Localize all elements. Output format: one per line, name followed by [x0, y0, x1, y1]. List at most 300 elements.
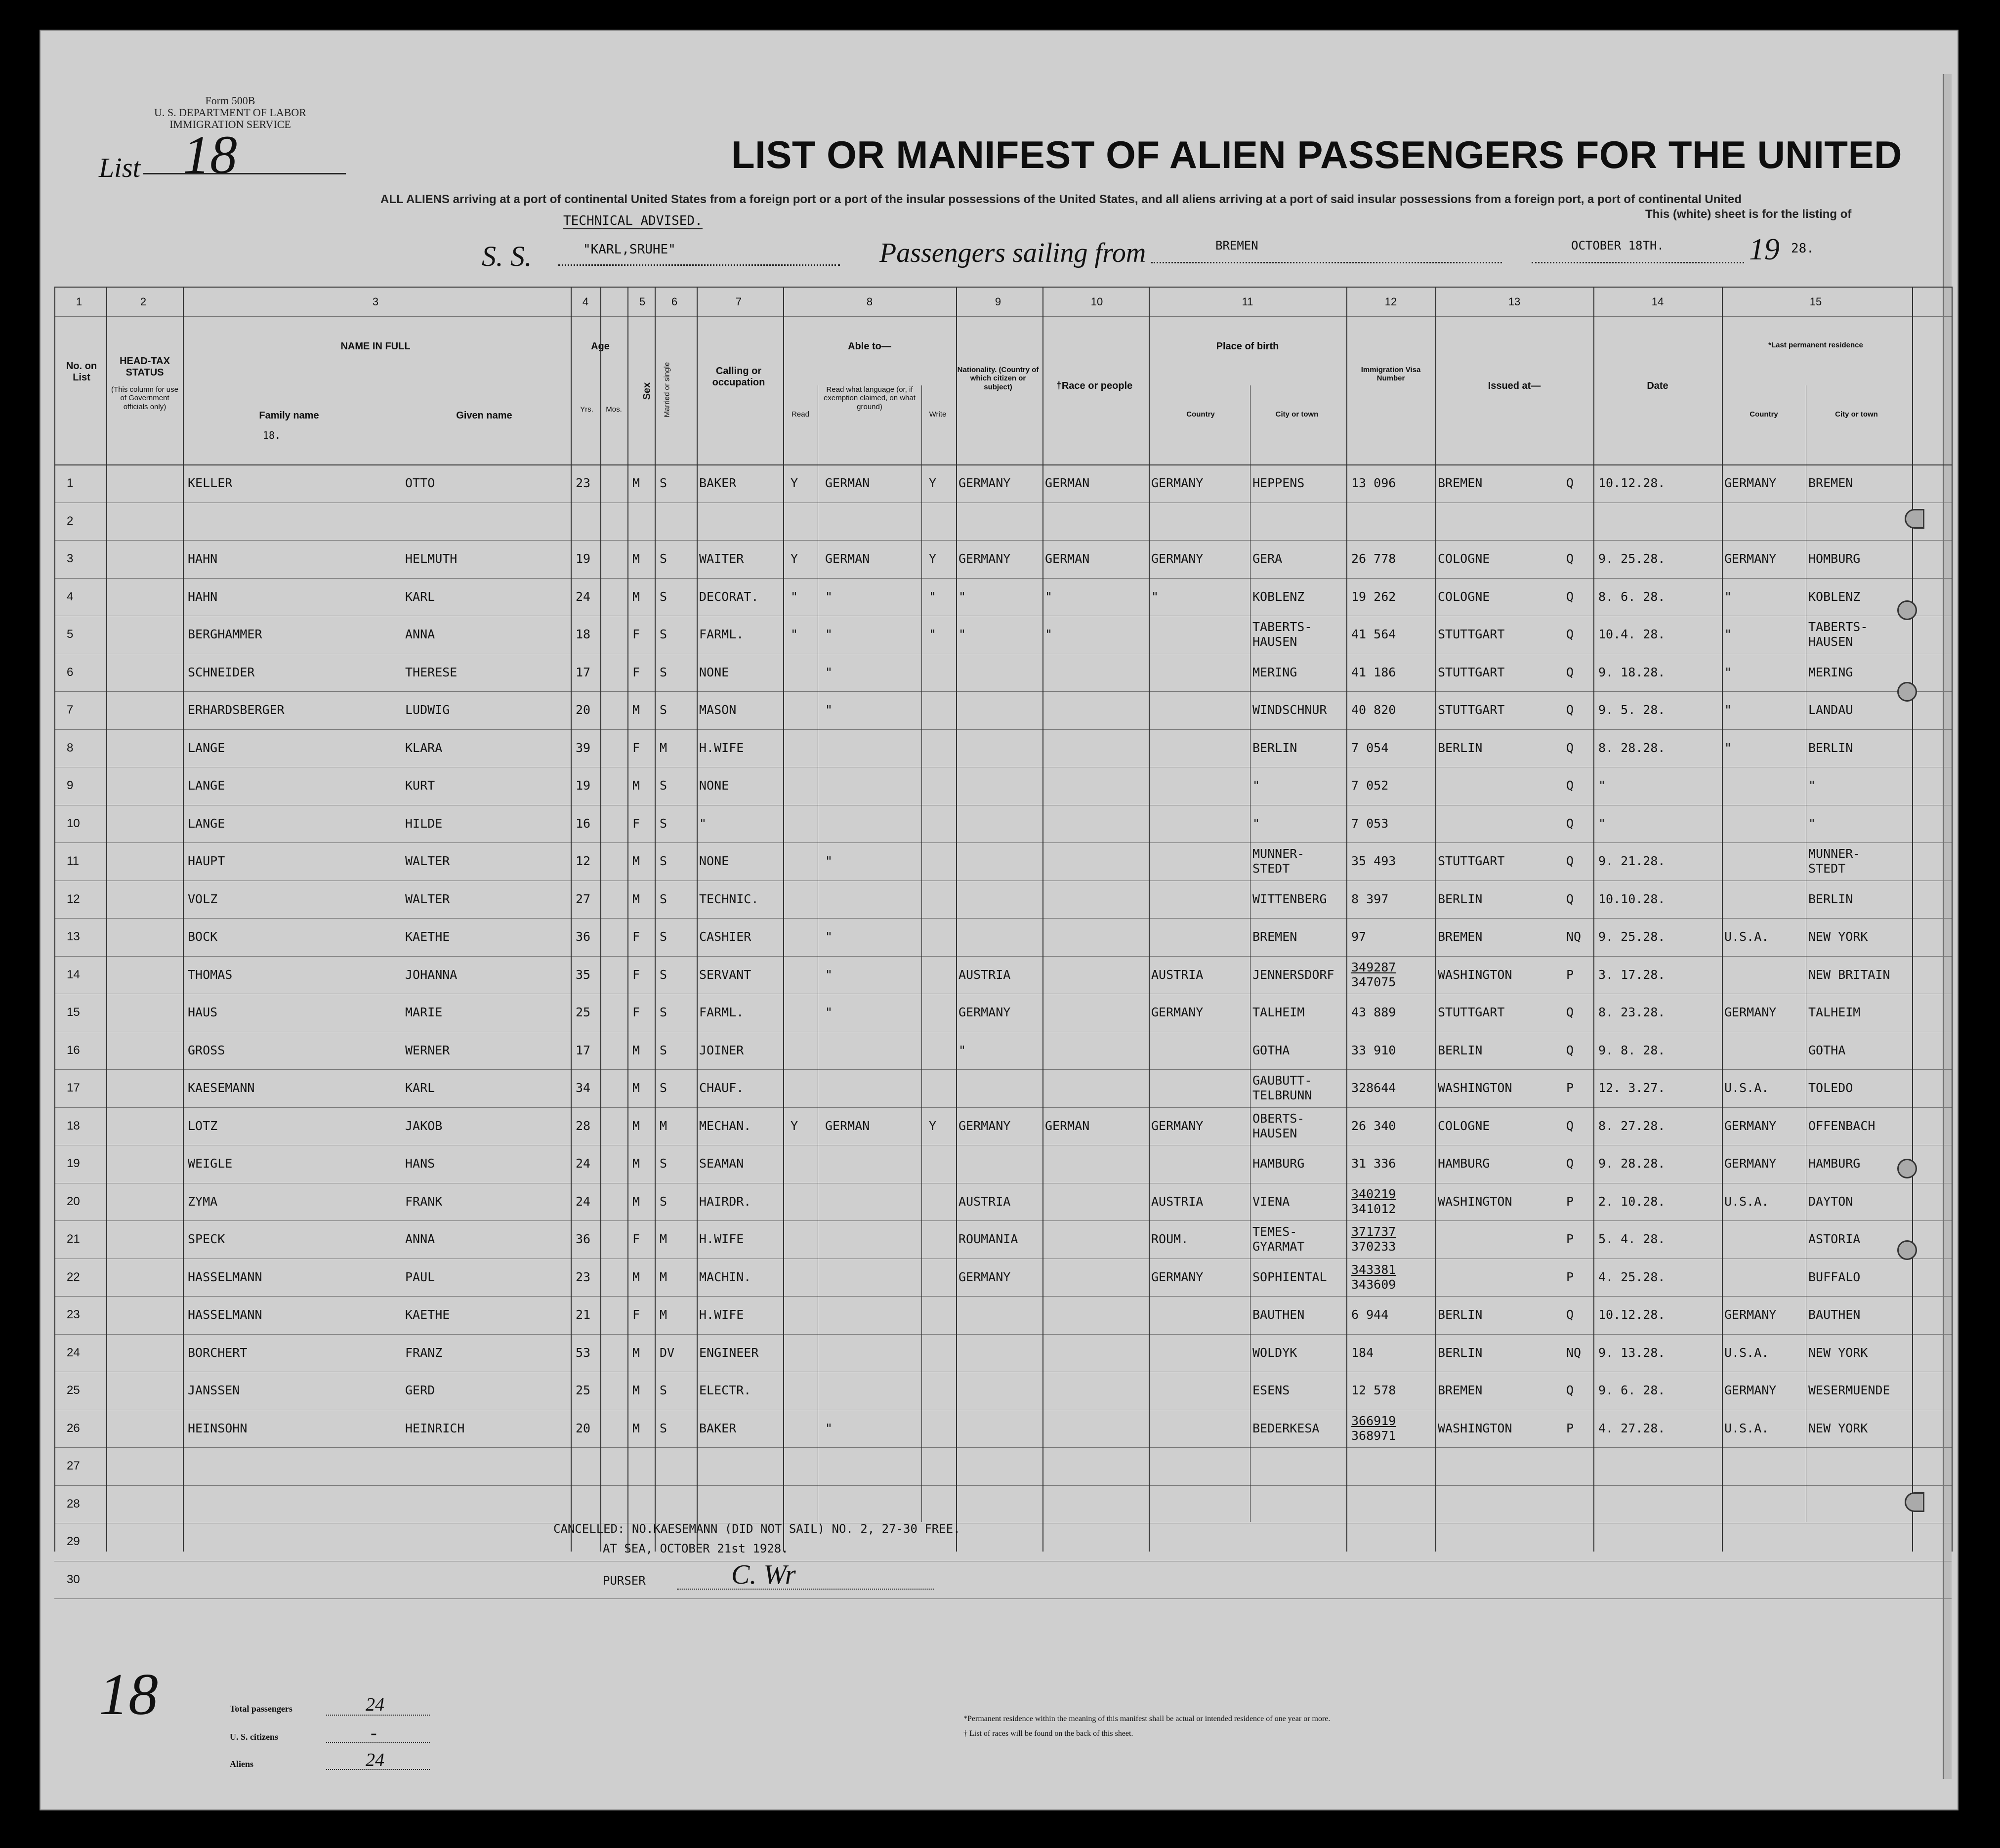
occupation: ELECTR.: [699, 1383, 751, 1397]
quota-status: Q: [1566, 854, 1574, 868]
column-number: 3: [372, 295, 379, 308]
age: 25: [576, 1383, 591, 1397]
residence-city: BREMEN: [1808, 476, 1853, 490]
family-name: GROSS: [188, 1043, 225, 1057]
sex: M: [632, 891, 640, 906]
row-number: 3: [67, 552, 74, 565]
visa-date: 9. 25.28.: [1598, 551, 1666, 566]
header-race: †Race or people: [1056, 380, 1133, 391]
birth-country: GERMANY: [1151, 1118, 1204, 1133]
sex: M: [632, 1269, 640, 1284]
visa-date: 9. 5. 28.: [1598, 703, 1666, 717]
sex: M: [632, 551, 640, 566]
visa-number: 6 944: [1351, 1307, 1389, 1322]
column-number-divider: [54, 316, 1952, 317]
list-number: 18: [183, 125, 237, 185]
aliens-label: Aliens: [230, 1759, 254, 1769]
given-name: KLARA: [405, 740, 443, 755]
occupation: HAIRDR.: [699, 1194, 751, 1209]
header-yrs: Yrs.: [580, 405, 593, 414]
given-name: WALTER: [405, 854, 450, 868]
visa-date: ": [1598, 816, 1606, 831]
residence-country: U.S.A.: [1724, 1194, 1769, 1209]
quota-status: Q: [1566, 891, 1574, 906]
table-row: [54, 1372, 1952, 1409]
age: 53: [576, 1345, 591, 1360]
column-number: 14: [1651, 295, 1664, 308]
header-family-name: Family name: [259, 410, 319, 421]
header-visa-number: Immigration Visa Number: [1361, 366, 1421, 383]
age: 16: [576, 816, 591, 831]
given-name: FRANK: [405, 1194, 443, 1209]
manifest-title: LIST OR MANIFEST OF ALIEN PASSENGERS FOR THE UNITED: [731, 133, 1902, 176]
binder-hole: [1897, 1240, 1917, 1260]
quota-status: Q: [1566, 1307, 1574, 1322]
marital-status: S: [660, 778, 667, 793]
race: GERMAN: [1045, 476, 1090, 490]
ss-label: S. S.: [482, 240, 532, 272]
birth-city: HAMBURG: [1252, 1156, 1305, 1171]
age: 24: [576, 1194, 591, 1209]
can-read: Y: [791, 1118, 798, 1133]
issued-at: BREMEN: [1438, 929, 1483, 944]
given-name: JAKOB: [405, 1118, 443, 1133]
birth-city: ": [1252, 778, 1260, 793]
birth-city: MUNNER- STEDT: [1252, 846, 1305, 876]
birth-city: TEMES- GYARMAT: [1252, 1224, 1305, 1254]
visa-date: 9. 21.28.: [1598, 854, 1666, 868]
quota-status: Q: [1566, 703, 1574, 717]
quota-status: P: [1566, 1232, 1574, 1246]
table-row: [54, 1485, 1952, 1523]
family-name: WEIGLE: [188, 1156, 233, 1171]
row-number: 16: [67, 1043, 80, 1057]
table-row: [54, 691, 1952, 729]
marital-status: S: [660, 1081, 667, 1095]
row-number: 8: [67, 741, 74, 755]
visa-number: 371737 370233: [1351, 1224, 1396, 1254]
nationality: GERMANY: [958, 1005, 1011, 1019]
column-divider: [1722, 287, 1723, 1552]
visa-number: 328644: [1351, 1081, 1396, 1095]
birth-country: ": [1151, 589, 1159, 604]
given-name: GERD: [405, 1383, 435, 1397]
age: 35: [576, 967, 591, 982]
sex: M: [632, 1383, 640, 1397]
birth-city: SOPHIENTAL: [1252, 1269, 1327, 1284]
table-row: [54, 1334, 1952, 1372]
nationality: AUSTRIA: [958, 967, 1011, 982]
occupation: ": [699, 816, 707, 831]
can-write: Y: [929, 551, 937, 566]
occupation: H.WIFE: [699, 740, 744, 755]
birth-city: BERLIN: [1252, 740, 1297, 755]
row-number: 18: [67, 1119, 80, 1133]
occupation: MECHAN.: [699, 1118, 751, 1133]
table-row: [54, 1069, 1952, 1107]
visa-number: 184: [1351, 1345, 1374, 1360]
can-read: Y: [791, 551, 798, 566]
family-name: SPECK: [188, 1232, 225, 1246]
nationality: ": [958, 627, 966, 641]
issued-at: WASHINGTON: [1438, 1194, 1512, 1209]
birth-city: MERING: [1252, 665, 1297, 679]
table-row: [54, 1523, 1952, 1560]
issued-at: BERLIN: [1438, 740, 1483, 755]
quota-status: Q: [1566, 476, 1574, 490]
birth-city: WINDSCHNUR: [1252, 703, 1327, 717]
occupation: SERVANT: [699, 967, 751, 982]
row-number: 6: [67, 665, 74, 679]
table-row: [54, 729, 1952, 767]
marital-status: S: [660, 854, 667, 868]
issued-at: COLOGNE: [1438, 589, 1490, 604]
age: 36: [576, 1232, 591, 1246]
occupation: NONE: [699, 665, 729, 679]
column-number: 6: [671, 295, 678, 308]
visa-number: 7 053: [1351, 816, 1389, 831]
family-name: KAESEMANN: [188, 1081, 255, 1095]
age: 23: [576, 1269, 591, 1284]
table-row: [54, 503, 1952, 540]
issued-at: COLOGNE: [1438, 1118, 1490, 1133]
residence-country: U.S.A.: [1724, 1081, 1769, 1095]
residence-country: U.S.A.: [1724, 929, 1769, 944]
residence-city: TALHEIM: [1808, 1005, 1861, 1019]
residence-city: HAMBURG: [1808, 1156, 1861, 1171]
can-write: Y: [929, 476, 937, 490]
residence-city: HOMBURG: [1808, 551, 1861, 566]
given-name: ANNA: [405, 1232, 435, 1246]
language: GERMAN: [825, 551, 870, 566]
port-underline: [1151, 262, 1502, 263]
marital-status: S: [660, 703, 667, 717]
visa-date: 9. 18.28.: [1598, 665, 1666, 679]
sex: F: [632, 816, 640, 831]
issued-at: STUTTGART: [1438, 703, 1505, 717]
sex: M: [632, 1043, 640, 1057]
residence-city: TOLEDO: [1808, 1081, 1853, 1095]
binder-hole: [1905, 1492, 1924, 1512]
quota-status: Q: [1566, 778, 1574, 793]
marital-status: DV: [660, 1345, 675, 1360]
header-head-tax-note: (This column for use of Government officials only): [111, 385, 178, 411]
age: 36: [576, 929, 591, 944]
nationality: GERMANY: [958, 1118, 1011, 1133]
row-number: 19: [67, 1157, 80, 1170]
header-place-of-birth: Place of birth: [1216, 341, 1279, 352]
family-name: HAUS: [188, 1005, 218, 1019]
quota-status: Q: [1566, 1118, 1574, 1133]
race: ": [1045, 589, 1053, 604]
table-row: [54, 1410, 1952, 1447]
family-name: HAHN: [188, 589, 218, 604]
column-divider: [627, 287, 628, 1552]
family-name: THOMAS: [188, 967, 233, 982]
row-number: 27: [67, 1459, 80, 1472]
quota-status: Q: [1566, 1383, 1574, 1397]
quota-status: Q: [1566, 589, 1574, 604]
issued-at: BREMEN: [1438, 1383, 1483, 1397]
birth-city: ESENS: [1252, 1383, 1290, 1397]
table-row: [54, 994, 1952, 1031]
issued-at: BERLIN: [1438, 891, 1483, 906]
quota-status: P: [1566, 967, 1574, 982]
issued-at: STUTTGART: [1438, 665, 1505, 679]
residence-city: WESERMUENDE: [1808, 1383, 1890, 1397]
visa-number: 343381 343609: [1351, 1262, 1396, 1292]
table-top-border: [54, 287, 1952, 288]
occupation: CASHIER: [699, 929, 751, 944]
residence-country: ": [1724, 627, 1732, 641]
sex: F: [632, 1307, 640, 1322]
birth-city: ": [1252, 816, 1260, 831]
at-sea-note: AT SEA, OCTOBER 21st 1928.: [603, 1542, 789, 1555]
table-row: [54, 1107, 1952, 1145]
ship-name: "KARL,SRUHE": [583, 242, 676, 257]
residence-country: GERMANY: [1724, 1005, 1777, 1019]
quota-status: P: [1566, 1194, 1574, 1209]
birth-country: AUSTRIA: [1151, 1194, 1204, 1209]
marital-status: S: [660, 589, 667, 604]
residence-country: GERMANY: [1724, 1156, 1777, 1171]
visa-date: 10.12.28.: [1598, 1307, 1666, 1322]
visa-number: 41 564: [1351, 627, 1396, 641]
visa-date: 8. 27.28.: [1598, 1118, 1666, 1133]
header-res-city: City or town: [1835, 410, 1878, 419]
visa-number: 366919 368971: [1351, 1413, 1396, 1443]
column-divider: [1593, 287, 1594, 1552]
marital-status: S: [660, 1194, 667, 1209]
quota-status: P: [1566, 1081, 1574, 1095]
birth-city: WOLDYK: [1252, 1345, 1297, 1360]
department: U. S. DEPARTMENT OF LABOR: [154, 106, 306, 119]
quota-status: Q: [1566, 1005, 1574, 1019]
occupation: MACHIN.: [699, 1269, 751, 1284]
marital-status: M: [660, 1118, 667, 1133]
column-divider: [600, 287, 601, 1552]
birth-country: GERMANY: [1151, 476, 1204, 490]
visa-date: 8. 6. 28.: [1598, 589, 1666, 604]
family-name: LANGE: [188, 740, 225, 755]
header-no-on-list: No. on List: [66, 361, 97, 383]
sex: F: [632, 1232, 640, 1246]
year-suffix: 28.: [1791, 241, 1814, 256]
column-divider: [1346, 287, 1347, 1552]
residence-city: ": [1808, 778, 1816, 793]
given-name: KAETHE: [405, 929, 450, 944]
language: GERMAN: [825, 1118, 870, 1133]
column-number: 1: [76, 295, 83, 308]
manifest-table: [54, 287, 1952, 1759]
birth-city: JENNERSDORF: [1252, 967, 1334, 982]
column-number: 13: [1508, 295, 1521, 308]
column-divider: [655, 287, 656, 1552]
sailing-label: Passengers sailing from: [879, 238, 1146, 268]
visa-number: 43 889: [1351, 1005, 1396, 1019]
issued-at: STUTTGART: [1438, 1005, 1505, 1019]
birth-country: GERMANY: [1151, 551, 1204, 566]
column-number: 10: [1090, 295, 1103, 308]
residence-city: MERING: [1808, 665, 1853, 679]
marital-status: S: [660, 1383, 667, 1397]
can-write: Y: [929, 1118, 937, 1133]
header-sex: Sex: [641, 382, 653, 400]
purser-signature: C. Wr: [731, 1559, 796, 1590]
visa-date: 9. 25.28.: [1598, 929, 1666, 944]
given-name: KARL: [405, 589, 435, 604]
list-underline: [143, 173, 346, 174]
occupation: NONE: [699, 778, 729, 793]
marital-status: S: [660, 1421, 667, 1435]
quota-status: NQ: [1566, 929, 1582, 944]
visa-date: 9. 6. 28.: [1598, 1383, 1666, 1397]
residence-country: GERMANY: [1724, 1118, 1777, 1133]
sex: M: [632, 476, 640, 490]
family-name: HAUPT: [188, 854, 225, 868]
given-name: HANS: [405, 1156, 435, 1171]
marital-status: S: [660, 967, 667, 982]
table-row: [54, 464, 1952, 502]
column-divider: [1042, 287, 1043, 1552]
nationality: ": [958, 589, 966, 604]
issued-at: BERLIN: [1438, 1345, 1483, 1360]
age: 34: [576, 1081, 591, 1095]
given-name: FRANZ: [405, 1345, 443, 1360]
sex: M: [632, 1421, 640, 1435]
residence-city: GOTHA: [1808, 1043, 1846, 1057]
row-number: 25: [67, 1384, 80, 1397]
row-number: 28: [67, 1497, 80, 1511]
age: 18: [576, 627, 591, 641]
ship-underline: [558, 264, 840, 266]
given-name: KURT: [405, 778, 435, 793]
visa-date: 4. 25.28.: [1598, 1269, 1666, 1284]
header-birth-city: City or town: [1275, 410, 1319, 419]
table-row: [54, 1220, 1952, 1258]
issued-at: COLOGNE: [1438, 551, 1490, 566]
issued-at: BERLIN: [1438, 1043, 1483, 1057]
visa-date: 10.10.28.: [1598, 891, 1666, 906]
given-name: WERNER: [405, 1043, 450, 1057]
row-number: 12: [67, 892, 80, 906]
table-row: [54, 654, 1952, 691]
table-row: [54, 881, 1952, 918]
occupation: NONE: [699, 854, 729, 868]
age: 27: [576, 891, 591, 906]
race: GERMAN: [1045, 551, 1090, 566]
sex: M: [632, 1345, 640, 1360]
column-number: 8: [866, 295, 873, 308]
marital-status: M: [660, 740, 667, 755]
given-name: KARL: [405, 1081, 435, 1095]
visa-date: 10.12.28.: [1598, 476, 1666, 490]
column-number: 9: [995, 295, 1001, 308]
marital-status: M: [660, 1269, 667, 1284]
residence-city: DAYTON: [1808, 1194, 1853, 1209]
quota-status: Q: [1566, 1043, 1574, 1057]
sex: M: [632, 778, 640, 793]
occupation: MASON: [699, 703, 737, 717]
birth-city: WITTENBERG: [1252, 891, 1327, 906]
occupation: SEAMAN: [699, 1156, 744, 1171]
table-row: [54, 1032, 1952, 1069]
table-row: [54, 540, 1952, 578]
row-number: 9: [67, 779, 74, 792]
language: ": [825, 929, 833, 944]
row-number: 17: [67, 1081, 80, 1094]
table-row: [54, 1183, 1952, 1220]
manifest-subtitle-2: This (white) sheet is for the listing of: [1645, 208, 1852, 221]
visa-number: 97: [1351, 929, 1367, 944]
marital-status: S: [660, 476, 667, 490]
age: 20: [576, 703, 591, 717]
visa-number: 349287 347075: [1351, 960, 1396, 989]
column-number: 4: [582, 295, 589, 308]
can-write: ": [929, 589, 937, 604]
can-read: Y: [791, 476, 798, 490]
residence-city: OFFENBACH: [1808, 1118, 1875, 1133]
header-head-tax: HEAD-TAX STATUS: [120, 356, 170, 378]
residence-footnote: *Permanent residence within the meaning of this manifest shall be actual or intended residence of one year or more.: [963, 1715, 1331, 1723]
us-citizens-line: [326, 1742, 430, 1743]
given-name: OTTO: [405, 476, 435, 490]
birth-city: GERA: [1252, 551, 1283, 566]
visa-date: 4. 27.28.: [1598, 1421, 1666, 1435]
row-number: 26: [67, 1421, 80, 1435]
birth-country: AUSTRIA: [1151, 967, 1204, 982]
nationality: ROUMANIA: [958, 1232, 1018, 1246]
column-divider: [783, 287, 784, 1552]
table-row: [54, 616, 1952, 653]
birth-city: BREMEN: [1252, 929, 1297, 944]
header-last-residence: *Last permanent residence: [1768, 341, 1863, 349]
column-divider: [956, 287, 957, 1552]
language: ": [825, 854, 833, 868]
header-date: Date: [1647, 380, 1668, 391]
row-number: 4: [67, 589, 74, 603]
binder-hole: [1897, 1159, 1917, 1178]
residence-city: BERLIN: [1808, 891, 1853, 906]
issued-at: BERLIN: [1438, 1307, 1483, 1322]
family-name: ZYMA: [188, 1194, 218, 1209]
header-calling: Calling or occupation: [712, 366, 765, 388]
marital-status: S: [660, 627, 667, 641]
residence-city: NEW BRITAIN: [1808, 967, 1890, 982]
occupation: BAKER: [699, 476, 737, 490]
residence-city: NEW YORK: [1808, 1421, 1868, 1435]
family-name: HASSELMANN: [188, 1269, 262, 1284]
given-name: LUDWIG: [405, 703, 450, 717]
visa-number: 7 054: [1351, 740, 1389, 755]
sex: M: [632, 1081, 640, 1095]
cancelled-note: CANCELLED: NO.KAESEMANN (DID NOT SAIL) NO. 2, 27-30 FREE.: [553, 1522, 960, 1536]
residence-city: ASTORIA: [1808, 1232, 1861, 1246]
margin-number: 18: [99, 1661, 158, 1727]
sex: F: [632, 665, 640, 679]
quota-status: Q: [1566, 816, 1574, 831]
occupation: FARML.: [699, 1005, 744, 1019]
quota-status: Q: [1566, 627, 1574, 641]
quota-status: P: [1566, 1421, 1574, 1435]
total-passengers-label: Total passengers: [230, 1704, 292, 1714]
header-res-country: Country: [1750, 410, 1778, 419]
family-name: BORCHERT: [188, 1345, 248, 1360]
nationality: GERMANY: [958, 551, 1011, 566]
column-divider: [106, 287, 107, 1552]
family-name: HASSELMANN: [188, 1307, 262, 1322]
visa-number: 35 493: [1351, 854, 1396, 868]
